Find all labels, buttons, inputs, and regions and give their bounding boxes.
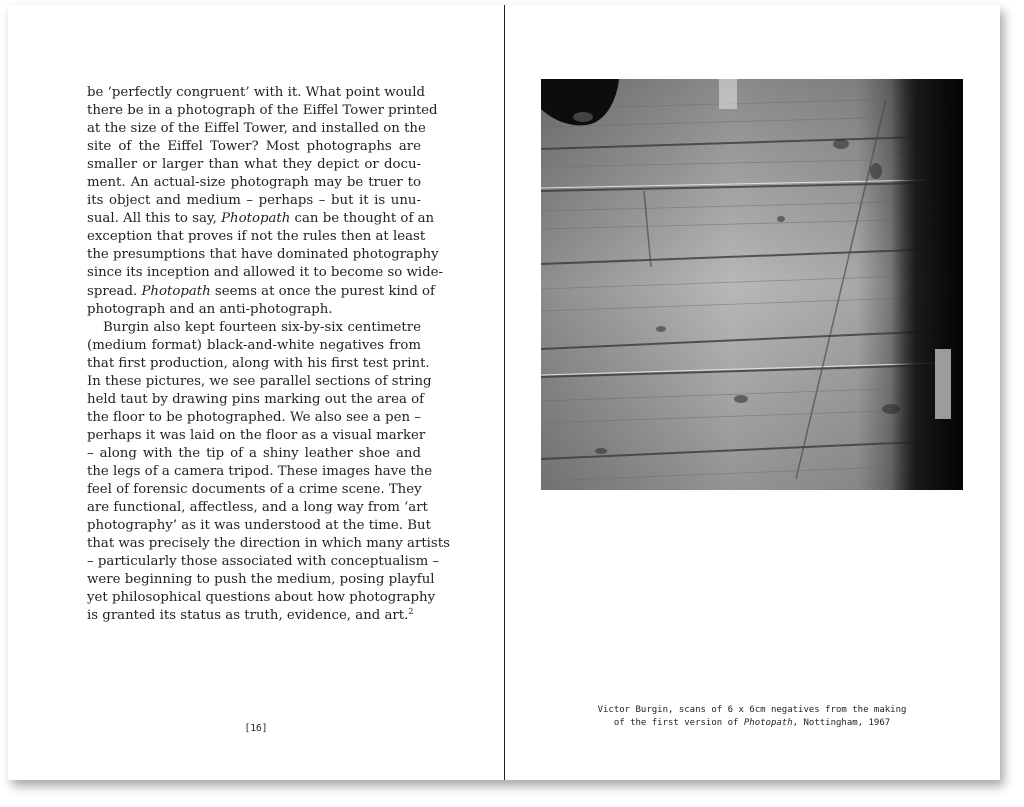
text-run: are functional, affectless, and a long way from ‘art bbox=[87, 500, 428, 516]
text-run: – particularly those associated with conceptualism – bbox=[87, 554, 440, 570]
text-line bbox=[87, 391, 425, 409]
body-text bbox=[87, 84, 450, 625]
photo-caption bbox=[535, 704, 969, 730]
text-line bbox=[87, 264, 444, 282]
text-run: exception that proves if not the rules then at least bbox=[87, 229, 426, 245]
text-line bbox=[87, 174, 421, 192]
text-line bbox=[87, 553, 440, 571]
text-run: Burgin also kept fourteen six-by-six centimetre bbox=[103, 319, 421, 335]
text-run: (medium format) black-and-white negatives from bbox=[87, 337, 421, 353]
text-line bbox=[87, 517, 431, 535]
text-run: that was precisely the direction in which many artists bbox=[87, 536, 450, 552]
text-line bbox=[87, 463, 433, 481]
caption-line-2-post: , Nottingham, 1967 bbox=[792, 718, 891, 728]
text-run: spread. bbox=[87, 283, 142, 299]
text-run: perhaps it was laid on the floor as a visual marker bbox=[87, 427, 426, 443]
italic-title: Photopath bbox=[221, 211, 291, 227]
text-run: be ‘perfectly congruent’ with it. What point would bbox=[87, 85, 425, 100]
text-line bbox=[87, 84, 425, 102]
text-line bbox=[87, 427, 426, 445]
text-run: smaller or larger than what they depict or docu- bbox=[87, 157, 421, 173]
text-run: there be in a photograph of the Eiffel Tower printed bbox=[87, 103, 438, 119]
caption-line-2-pre: of the first version of bbox=[613, 718, 744, 728]
text-line bbox=[87, 373, 432, 391]
text-line bbox=[87, 355, 430, 373]
text-run: – along with the tip of a shiny leather shoe and bbox=[87, 445, 421, 461]
italic-title: Photopath bbox=[141, 283, 211, 299]
caption-work-title: Photopath bbox=[743, 718, 793, 728]
text-line bbox=[87, 535, 450, 553]
text-run: can be thought of an bbox=[290, 211, 435, 227]
text-run: is granted its status as truth, evidence, and art. bbox=[87, 608, 409, 624]
text-line bbox=[87, 337, 421, 355]
text-line bbox=[87, 120, 426, 138]
text-line bbox=[87, 246, 439, 264]
text-line bbox=[87, 481, 421, 499]
text-run: yet philosophical questions about how photography bbox=[87, 590, 436, 606]
text-line bbox=[87, 138, 421, 156]
text-run: held taut by drawing pins marking out the area of bbox=[87, 391, 425, 407]
text-run: ment. An actual-size photograph may be truer to bbox=[87, 175, 421, 191]
floorboards-photograph bbox=[541, 79, 963, 490]
footnote-ref: 2 bbox=[408, 607, 414, 617]
text-run: the legs of a camera tripod. These images have the bbox=[87, 463, 433, 479]
text-line bbox=[87, 210, 435, 228]
text-line bbox=[87, 156, 421, 174]
text-run: photograph and an anti-photograph. bbox=[87, 301, 333, 317]
text-run: its object and medium – perhaps – but it is unu- bbox=[87, 193, 421, 209]
text-run: photography’ as it was understood at the time. But bbox=[87, 518, 431, 534]
text-line bbox=[87, 228, 426, 246]
text-run: that first production, along with his first test print. bbox=[87, 355, 430, 371]
text-run: In these pictures, we see parallel sections of string bbox=[87, 373, 432, 389]
text-line bbox=[87, 192, 421, 210]
caption-line-2 bbox=[535, 717, 969, 730]
text-run: the floor to be photographed. We also see a pen – bbox=[87, 409, 421, 425]
text-run: were beginning to push the medium, posing playful bbox=[87, 572, 435, 588]
text-run: site of the Eiffel Tower? Most photographs are bbox=[87, 139, 421, 155]
page-number: [16] bbox=[244, 723, 268, 734]
text-line bbox=[87, 571, 435, 589]
text-line bbox=[87, 499, 428, 517]
text-line bbox=[87, 102, 438, 120]
text-line bbox=[87, 301, 421, 319]
left-page bbox=[8, 5, 504, 780]
text-run: the presumptions that have dominated photography bbox=[87, 247, 439, 263]
text-run: since its inception and allowed it to become so wide- bbox=[87, 265, 444, 281]
text-run: feel of forensic documents of a crime scene. They bbox=[87, 482, 422, 498]
text-run: seems at once the purest kind of bbox=[210, 283, 435, 299]
text-line bbox=[87, 445, 421, 463]
text-line bbox=[87, 319, 421, 337]
text-line bbox=[87, 283, 435, 301]
caption-line-1: Victor Burgin, scans of 6 x 6cm negatives from the making bbox=[597, 705, 907, 715]
text-run: at the size of the Eiffel Tower, and installed on the bbox=[87, 121, 426, 137]
text-line bbox=[87, 589, 436, 607]
text-line bbox=[87, 409, 421, 427]
text-line bbox=[87, 607, 421, 625]
text-run: sual. All this to say, bbox=[87, 211, 222, 227]
